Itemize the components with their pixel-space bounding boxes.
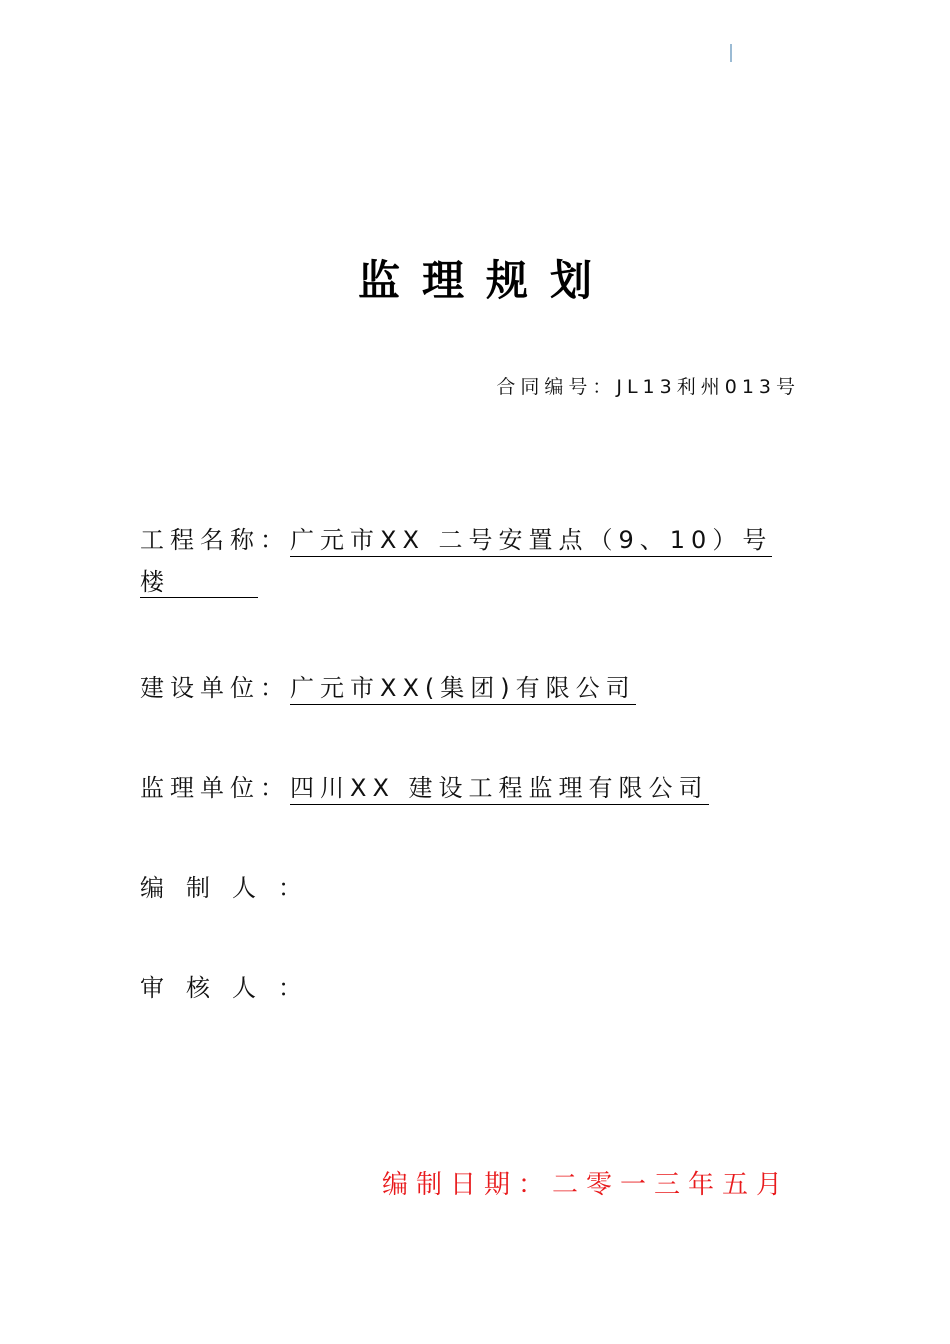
compiler-field: [140, 868, 324, 903]
supervision-unit-value: 四川XX 建设工程监理有限公司: [290, 773, 709, 805]
reviewer-field: [140, 968, 324, 1003]
contract-number: 合同编号：JL13利州013号: [496, 376, 800, 398]
compile-date: 编制日期：二零一三年五月: [381, 1170, 790, 1200]
compiler-label: 编制人：: [140, 874, 324, 902]
construction-unit-field: [140, 668, 636, 705]
project-name-value: 广元市XX 二号安置点（9、10）号: [290, 525, 772, 557]
construction-unit-label: 建设单位：: [140, 674, 290, 702]
project-name-field: [140, 520, 772, 557]
project-name-value-continued: 楼: [140, 567, 258, 598]
supervision-unit-field: [140, 768, 709, 805]
reviewer-label: 审核人：: [140, 974, 324, 1002]
supervision-unit-label: 监理单位：: [140, 774, 290, 802]
project-name-label: 工程名称：: [140, 526, 290, 554]
construction-unit-value: 广元市XX(集团)有限公司: [290, 673, 636, 705]
document-title: 监理规划: [357, 256, 614, 305]
corner-mark: [730, 44, 732, 62]
